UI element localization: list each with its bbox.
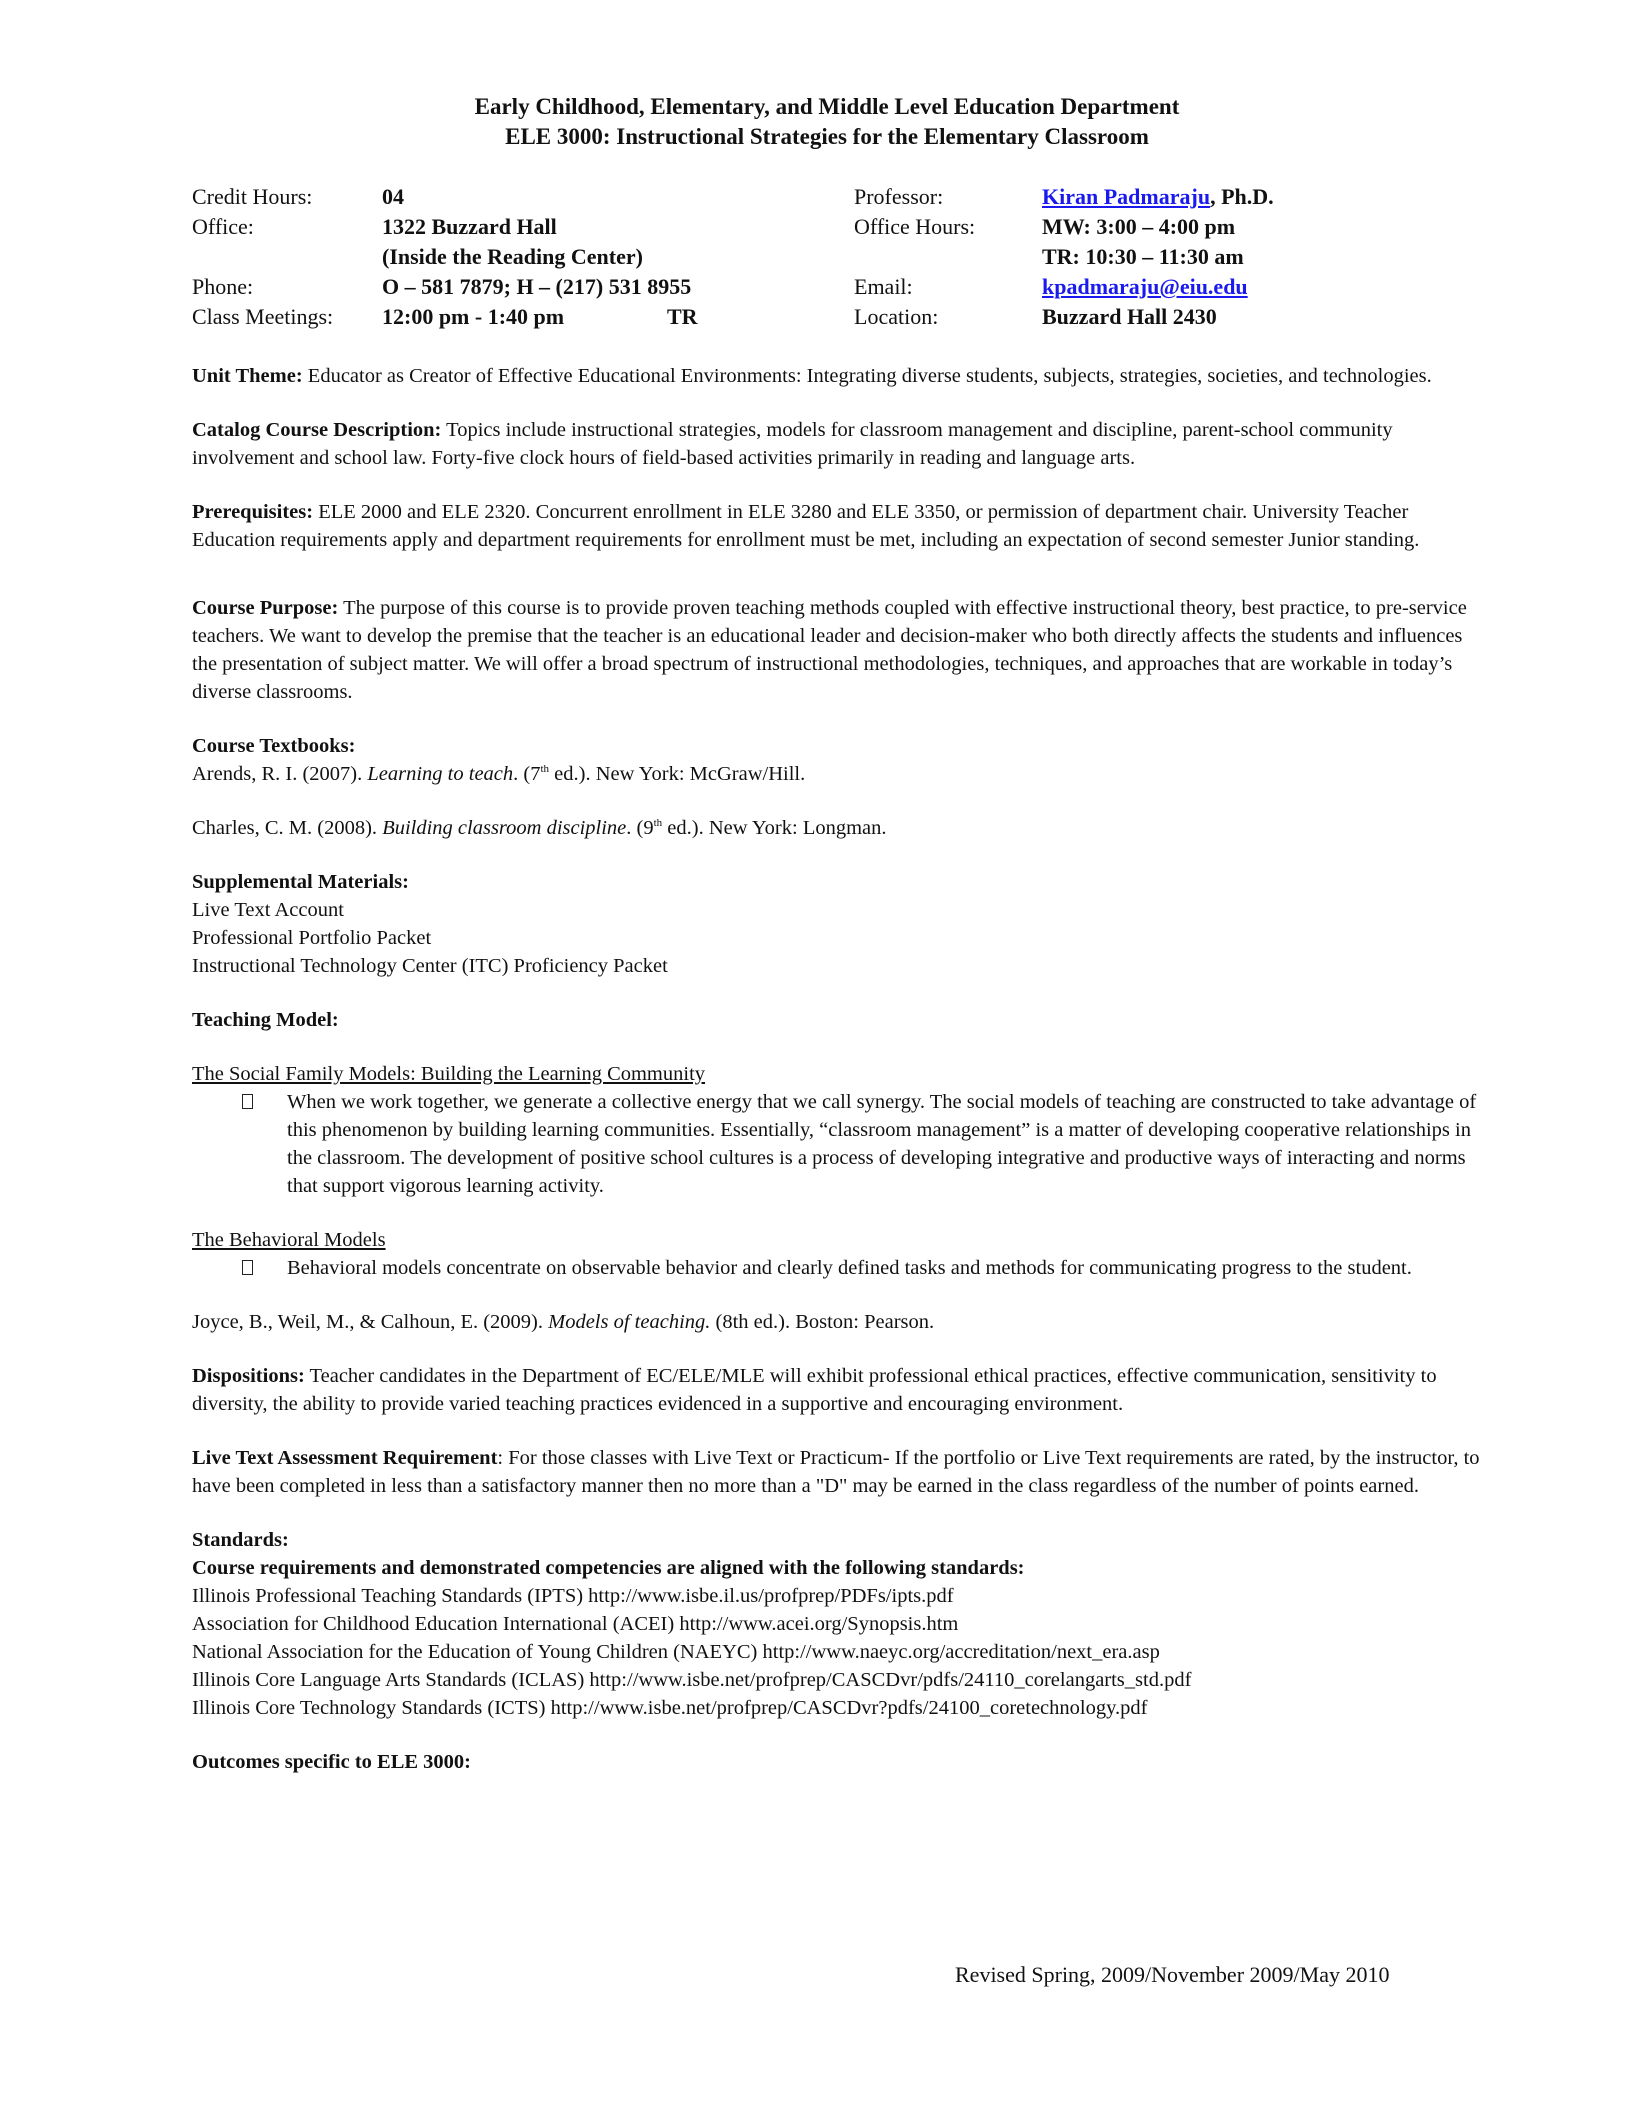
office-label: Office: xyxy=(192,214,254,239)
prerequisites-label: Prerequisites: xyxy=(192,501,314,523)
purpose-section xyxy=(192,594,1482,706)
phone-value: O – 581 7879; H – (217) 531 8955 xyxy=(382,274,692,299)
textbooks-label: Course Textbooks: xyxy=(192,735,356,757)
livetext-text: : For those classes with Live Text or Practicum- If the portfolio or Live Text requirements are rated, by the instructor, to have been completed in less than a satisfactory manner then no more than a "D" may be earned in the class regardless of the number of points earned. xyxy=(192,1447,1480,1497)
livetext-label: Live Text Assessment Requirement xyxy=(192,1447,498,1469)
social-models-text: When we work together, we generate a collective energy that we call synergy. The social models of teaching are constructed to take advantage of this phenomenon by building learning communities. Essentially, “classroom management” is a matter of developing cooperative relationships in the classroom. The development of positive school cultures is a process of developing integrative and productive ways of interacting and norms that support vigorous learning activity. xyxy=(287,1091,1477,1197)
behavioral-models-bullet xyxy=(192,1254,1482,1282)
social-models-bullet xyxy=(192,1088,1482,1200)
standards-section xyxy=(192,1526,1482,1722)
office-hours-label: Office Hours: xyxy=(854,214,976,239)
revision-footer: Revised Spring, 2009/November 2009/May 2010 xyxy=(955,1962,1390,1987)
office-hours-value-1: MW: 3:00 – 4:00 pm xyxy=(1042,214,1236,239)
social-models-heading: The Social Family Models: Building the Learning Community xyxy=(192,1063,706,1085)
catalog-label: Catalog Course Description: xyxy=(192,419,442,441)
textbook-1: Arends, R. I. (2007). Learning to teach. (7th ed.). New York: McGraw/Hill. xyxy=(192,763,806,785)
models-reference: Joyce, B., Weil, M., & Calhoun, E. (2009). Models of teaching. (8th ed.). Boston: Pearson. xyxy=(192,1311,935,1333)
livetext-section xyxy=(192,1444,1482,1500)
dispositions-section xyxy=(192,1362,1482,1418)
bullet-box-icon xyxy=(242,1260,253,1275)
purpose-label: Course Purpose: xyxy=(192,597,339,619)
office-value-note: (Inside the Reading Center) xyxy=(382,244,643,269)
standard-item: Illinois Core Technology Standards (ICTS) http://www.isbe.net/profprep/CASCDvr?pdfs/24100_coretechnology.pdf xyxy=(192,1697,1148,1719)
unit-theme-text: Educator as Creator of Effective Educational Environments: Integrating diverse students, subjects, strategies, societies, and technologies. xyxy=(302,365,1432,387)
standards-sublabel: Course requirements and demonstrated competencies are aligned with the following standards: xyxy=(192,1557,1025,1579)
behavioral-models-text: Behavioral models concentrate on observable behavior and clearly defined tasks and methods for communicating progress to the student. xyxy=(287,1257,1412,1279)
prerequisites-text: ELE 2000 and ELE 2320. Concurrent enrollment in ELE 3280 and ELE 3350, or permission of department chair. University Teacher Education requirements apply and department requirements for enrollment must be met, including an expectation of second semester Junior standing. xyxy=(192,501,1420,551)
email-link[interactable]: kpadmaraju@eiu.edu xyxy=(1042,274,1248,299)
class-meetings-label: Class Meetings: xyxy=(192,304,334,329)
teaching-model-section xyxy=(192,1006,1482,1336)
supplemental-item: Live Text Account xyxy=(192,899,344,921)
department-title: Early Childhood, Elementary, and Middle Level Education Department xyxy=(474,94,1180,119)
supplemental-section xyxy=(192,868,1482,980)
supplemental-item: Instructional Technology Center (ITC) Proficiency Packet xyxy=(192,955,668,977)
location-value: Buzzard Hall 2430 xyxy=(1042,304,1217,329)
catalog-section xyxy=(192,416,1482,472)
class-meetings-days: TR xyxy=(667,304,698,329)
credit-hours-label: Credit Hours: xyxy=(192,184,313,209)
office-hours-value-2: TR: 10:30 – 11:30 am xyxy=(1042,244,1244,269)
supplemental-label: Supplemental Materials: xyxy=(192,871,409,893)
location-label: Location: xyxy=(854,304,939,329)
standard-item: Association for Childhood Education International (ACEI) http://www.acei.org/Synopsis.htm xyxy=(192,1613,959,1635)
credit-hours-value: 04 xyxy=(382,184,404,209)
unit-theme-label: Unit Theme: xyxy=(192,365,303,387)
professor-label: Professor: xyxy=(854,184,944,209)
dispositions-text: Teacher candidates in the Department of EC/ELE/MLE will exhibit professional ethical practices, effective communication, sensitivity to diversity, the ability to provide varied teaching practices evidenced in a supportive and encouraging environment. xyxy=(192,1365,1437,1415)
document-title xyxy=(172,92,1482,152)
bullet-box-icon xyxy=(242,1094,253,1109)
professor-degree: , Ph.D. xyxy=(1210,184,1274,209)
email-label: Email: xyxy=(854,274,913,299)
purpose-text: The purpose of this course is to provide proven teaching methods coupled with effective instructional theory, best practice, to pre-service teachers. We want to develop the premise that the teacher is an educational leader and decision-maker who both directly affects the students and influences the presentation of subject matter. We will offer a broad spectrum of instructional methodologies, techniques, and approaches that are workable in today’s diverse classrooms. xyxy=(192,597,1467,703)
teaching-model-label: Teaching Model: xyxy=(192,1009,339,1031)
textbook-2: Charles, C. M. (2008). Building classroom discipline. (9th ed.). New York: Longman. xyxy=(192,817,887,839)
syllabus-page xyxy=(192,92,1482,1776)
prerequisites-section xyxy=(192,498,1482,554)
course-title: ELE 3000: Instructional Strategies for the Elementary Classroom xyxy=(505,124,1149,149)
office-value: 1322 Buzzard Hall xyxy=(382,214,557,239)
phone-label: Phone: xyxy=(192,274,254,299)
behavioral-models-heading: The Behavioral Models xyxy=(192,1229,386,1251)
dispositions-label: Dispositions: xyxy=(192,1365,305,1387)
professor-name-link[interactable]: Kiran Padmaraju xyxy=(1042,184,1211,209)
outcomes-label: Outcomes specific to ELE 3000: xyxy=(192,1751,471,1773)
supplemental-item: Professional Portfolio Packet xyxy=(192,927,432,949)
course-info-block xyxy=(192,182,1482,350)
class-meetings-time: 12:00 pm - 1:40 pm xyxy=(382,304,565,329)
unit-theme-section xyxy=(192,362,1482,390)
standard-item: Illinois Professional Teaching Standards (IPTS) http://www.isbe.il.us/profprep/PDFs/ipts.pdf xyxy=(192,1585,954,1607)
outcomes-section xyxy=(192,1748,1482,1776)
catalog-text: Topics include instructional strategies, models for classroom management and discipline, parent-school community involvement and school law. Forty-five clock hours of field-based activities primarily in reading and language arts. xyxy=(192,419,1393,469)
standards-label: Standards: xyxy=(192,1529,289,1551)
standard-item: Illinois Core Language Arts Standards (ICLAS) http://www.isbe.net/profprep/CASCDvr/pdfs/24110_corelangarts_std.pdf xyxy=(192,1669,1192,1691)
standard-item: National Association for the Education of Young Children (NAEYC) http://www.naeyc.org/accreditation/next_era.asp xyxy=(192,1641,1160,1663)
professor-value xyxy=(1042,182,1274,212)
textbooks-section xyxy=(192,732,1482,842)
